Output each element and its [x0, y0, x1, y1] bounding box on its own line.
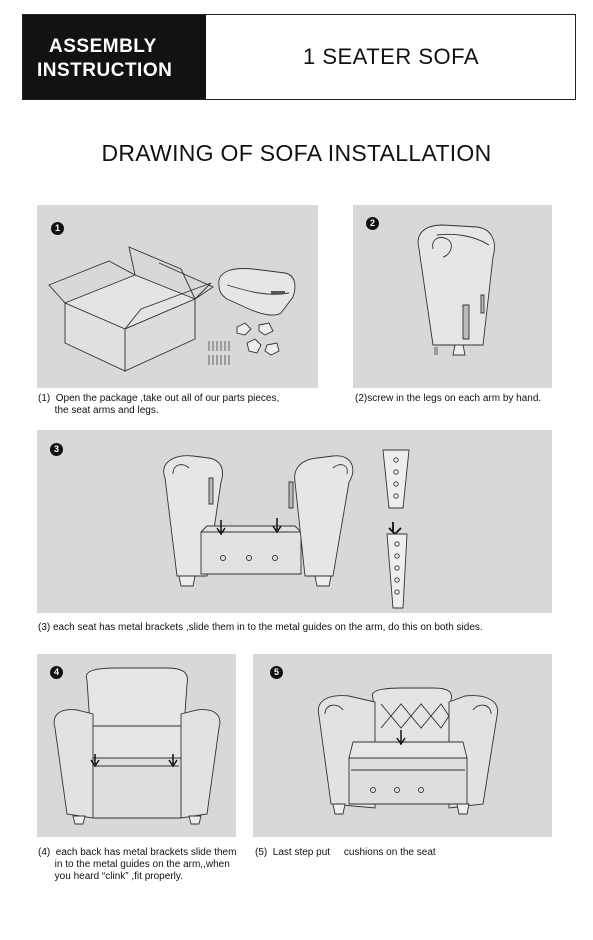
step-3-caption-line-1: (3) each seat has metal brackets ,slide them in to the metal guides on the arm, do this on both sides. [38, 622, 483, 633]
product-title: 1 SEATER SOFA [302, 44, 480, 69]
step-4-caption-line-1: (4) each back has metal brackets slide them [38, 847, 237, 858]
assembly-badge [23, 15, 206, 99]
cardboard-box-drawing [49, 247, 213, 371]
step-2-number: 2 [366, 217, 379, 230]
sofa-arm-drawing [418, 225, 494, 345]
step-4-caption-line-3: you heard “clink” ,fit properly. [38, 871, 183, 882]
seat-frame-drawing [201, 518, 301, 574]
tufted-back-drawing [372, 688, 451, 742]
screws-drawing [209, 341, 229, 365]
step-4-caption-line-2: in to the metal guides on the arm,,when [38, 859, 230, 870]
step-4-panel [37, 654, 236, 837]
step-5-panel [253, 654, 552, 837]
step-1-illustration [37, 205, 318, 388]
step-2-illustration [353, 205, 552, 388]
step-1-caption-line-2: the seat arms and legs. [38, 405, 159, 416]
page-title: DRAWING OF SOFA INSTALLATION [101, 140, 492, 166]
seat-cushion-drawing [219, 269, 295, 316]
step-5-number: 5 [270, 666, 283, 679]
step-1-panel [37, 205, 318, 388]
metal-bracket-drawing [383, 450, 409, 608]
step-5-illustration [253, 654, 552, 837]
badge-line-1: ASSEMBLY [49, 36, 157, 57]
sofa-legs-drawing [237, 323, 279, 355]
step-4-illustration [37, 654, 236, 837]
step-4-number: 4 [50, 666, 63, 679]
step-3-panel [37, 430, 552, 613]
leg-screw-drawing [435, 345, 465, 355]
step-2-panel [353, 205, 552, 388]
header-box [22, 14, 576, 100]
badge-line-2: INSTRUCTION [37, 60, 173, 81]
step-5-caption-line-1: (5) Last step put cushions on the seat [255, 847, 436, 858]
step-1-caption-line-1: (1) Open the package ,take out all of our parts pieces, [38, 393, 280, 404]
step-1-number: 1 [51, 222, 64, 235]
step-2-caption-line-1: (2)screw in the legs on each arm by hand. [355, 393, 542, 404]
step-3-illustration [37, 430, 552, 613]
step-3-number: 3 [50, 443, 63, 456]
